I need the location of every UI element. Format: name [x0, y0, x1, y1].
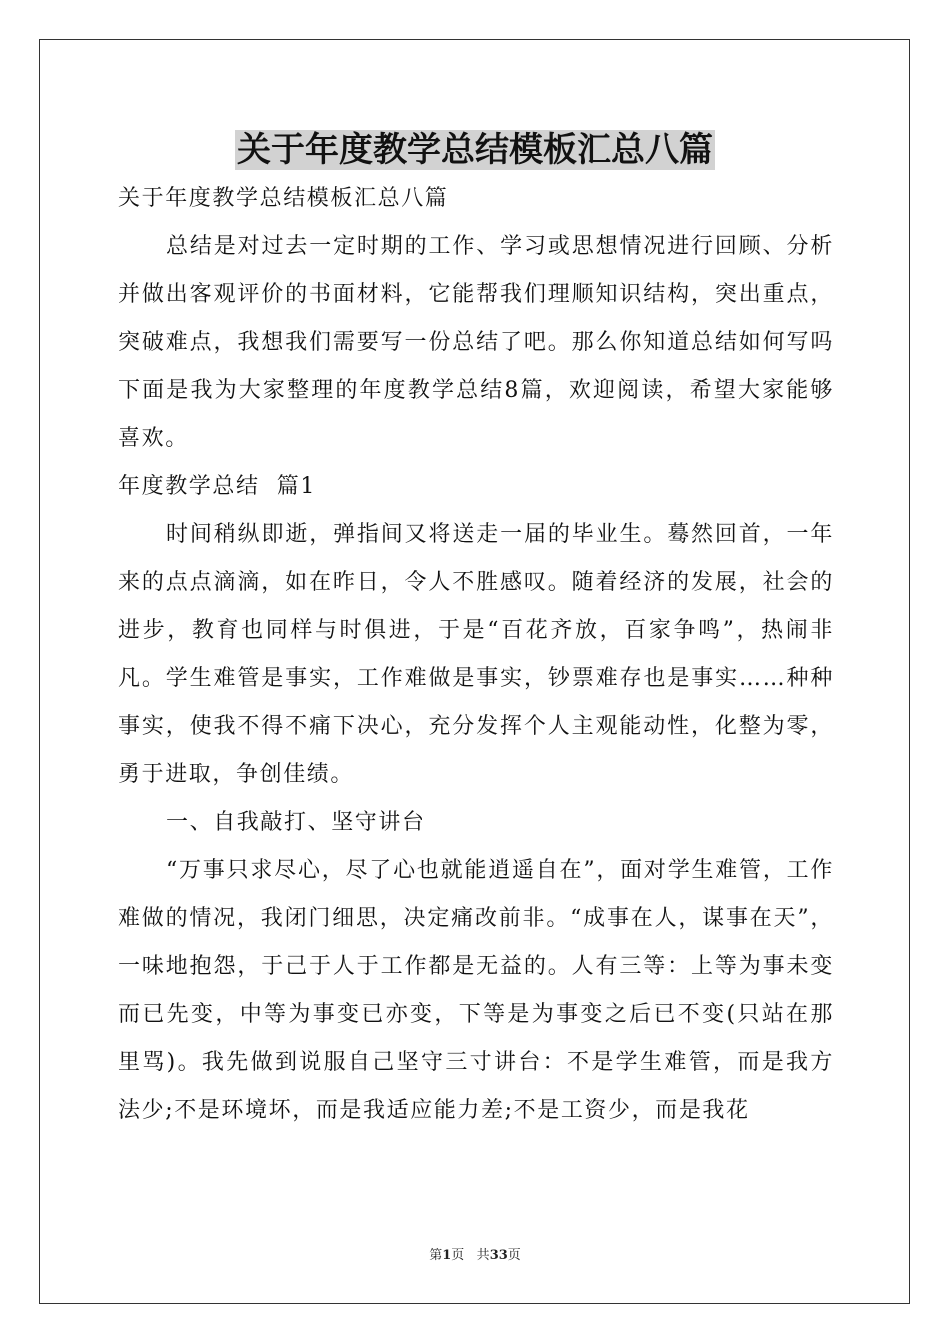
- document-subtitle: 关于年度教学总结模板汇总八篇: [118, 186, 449, 211]
- document-title: [0, 126, 950, 174]
- page-footer: [0, 1246, 950, 1266]
- document-title-text: 关于年度教学总结模板汇总八篇: [237, 130, 713, 170]
- document-body: [118, 175, 834, 1135]
- body-paragraph-1: 时间稍纵即逝，弹指间又将送走一届的毕业生。蓦然回首，一年来的点点滴滴，如在昨日，令人不胜感叹。随着经济的发展，社会的进步，教育也同样与时俱进，于是“百花齐放，百家争鸣”，热闹非凡。学生难管是事实，工作难做是事实，钞票难存也是事实……种种事实，使我不得不痛下决心，充分发挥个人主观能动性，化整为零，勇于进取，争创佳绩。: [118, 522, 834, 787]
- footer-total-number: 33: [489, 1248, 508, 1263]
- footer-total-prefix: 共: [476, 1248, 490, 1263]
- footer-total-suffix: 页: [507, 1248, 521, 1263]
- footer-page-prefix: 第: [429, 1248, 443, 1263]
- footer-page-suffix: 页: [451, 1248, 465, 1263]
- footer-page-number: 1: [442, 1248, 452, 1263]
- body-paragraph-2: “万事只求尽心，尽了心也就能逍遥自在”，面对学生难管，工作难做的情况，我闭门细思，决定痛改前非。“成事在人，谋事在天”，一味地抱怨，于己于人于工作都是无益的。人有三等：上等为事未变而已先变，中等为事变已亦变，下等是为事变之后已不变(只站在那里骂)。我先做到说服自己坚守三寸讲台：不是学生难管，而是我方法少;不是环境坏，而是我适应能力差;不是工资少，而是我花: [118, 858, 834, 1123]
- intro-paragraph: 总结是对过去一定时期的工作、学习或思想情况进行回顾、分析并做出客观评价的书面材料，它能帮我们理顺知识结构，突出重点，突破难点，我想我们需要写一份总结了吧。那么你知道总结如何写吗下面是我为大家整理的年度教学总结8篇，欢迎阅读，希望大家能够喜欢。: [118, 234, 834, 451]
- subheading-1: 一、自我敲打、坚守讲台: [166, 810, 426, 835]
- section-heading: 年度教学总结 篇1: [118, 474, 316, 499]
